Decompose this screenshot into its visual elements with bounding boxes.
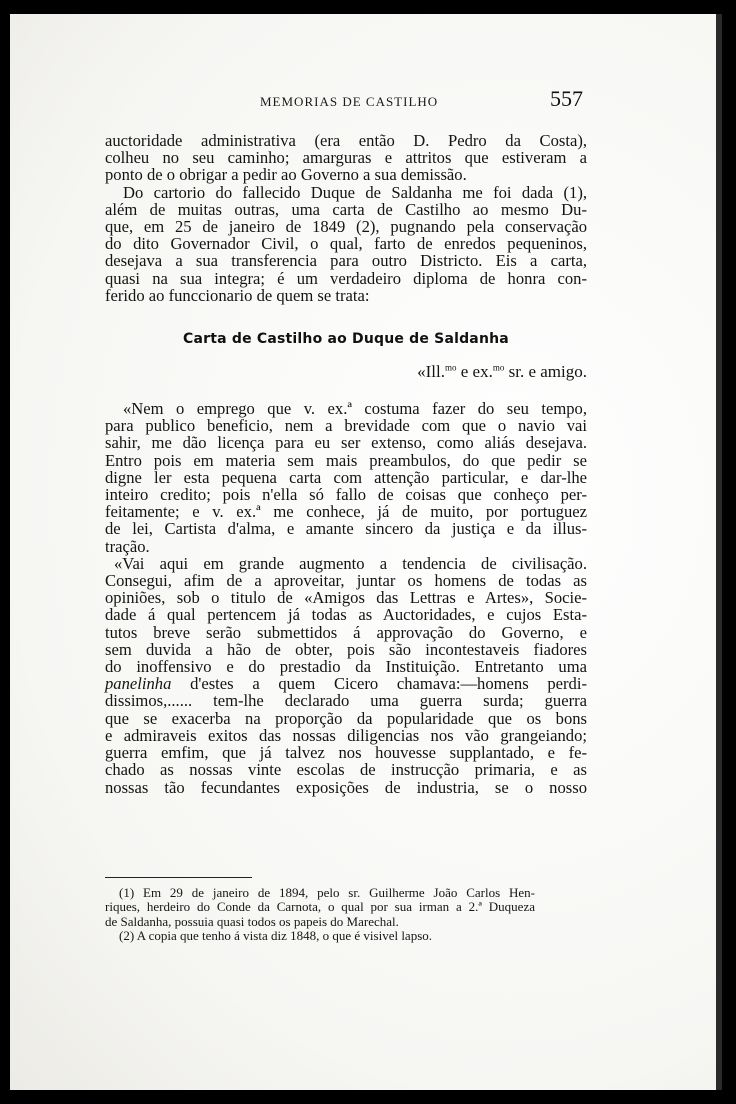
footnote-line: riques, herdeiro do Conde da Carnota, o qual por sua irman a 2.ª Duqueza bbox=[105, 899, 535, 915]
text-line: ferido ao funccionario de quem se trata: bbox=[105, 285, 370, 305]
text-line: «Nem o emprego que v. ex.ª costuma fazer do seu tempo, bbox=[123, 399, 587, 419]
text-line: Entro pois em materia sem mais preambulos, do que pedir se bbox=[105, 450, 587, 470]
text-line: e admiraveis exitos das nossas diligencias nos vão grangeiando; bbox=[105, 725, 587, 745]
text-line: panelinha d'estes a quem Cicero chamava:—homens perdi- bbox=[105, 674, 587, 694]
scan-edge bbox=[716, 14, 722, 1090]
text-line: auctoridade administrativa (era então D. Pedro da Costa), bbox=[105, 131, 587, 150]
text-line: que, em 25 de janeiro de 1849 (2), pugnando pela conservação bbox=[105, 217, 587, 237]
text-line: inteiro credito; pois n'ella só fallo de coisas que conheço per- bbox=[105, 485, 587, 505]
text-line: opiniões, sob o titulo de «Amigos das Lettras e Artes», Socie- bbox=[105, 588, 587, 608]
main-text bbox=[105, 132, 587, 796]
footnotes bbox=[105, 886, 535, 944]
page-number: 557 bbox=[550, 86, 583, 111]
text-line: Consegui, afim de a aproveitar, juntar os homens de todas as bbox=[105, 571, 587, 591]
letter-paragraph-1 bbox=[105, 400, 587, 555]
footnote-divider bbox=[105, 877, 252, 878]
text-line: ponto de o obrigar a pedir ao Governo a sua demissão. bbox=[105, 165, 467, 185]
letter-salutation: «Ill.$^{mo}$ e ex.$^{mo}$ sr. e amigo. bbox=[417, 362, 587, 382]
running-title: MEMORIAS DE CASTILHO bbox=[260, 94, 439, 109]
footnote-1 bbox=[105, 886, 535, 929]
text-line: Do cartorio do fallecido Duque de Saldanha me foi dada (1), bbox=[123, 182, 587, 202]
footnote-line: (1) Em 29 de janeiro de 1894, pelo sr. Guilherme João Carlos Hen- bbox=[119, 885, 535, 900]
text-line: para publico beneficio, nem a brevidade com que o navio vai bbox=[105, 416, 587, 436]
letter-paragraph-2 bbox=[105, 555, 587, 796]
page-header bbox=[10, 84, 722, 114]
text-line: que se exacerba na proporção da popularidade que os bons bbox=[105, 708, 587, 728]
footnote-2 bbox=[105, 929, 535, 943]
text-line: guerra emfim, que já talvez nos houvesse supplantado, e fe- bbox=[105, 743, 587, 763]
text-line: tutos breve serão submettidos á approvação do Governo, e bbox=[105, 622, 587, 642]
book-page bbox=[10, 14, 722, 1090]
section-heading: Carta de Castilho ao Duque de Saldanha bbox=[183, 331, 509, 348]
text-line: além de muitas outras, uma carta de Castilho ao mesmo Du- bbox=[105, 199, 587, 219]
text-line: do inoffensivo e do prestadio da Instituição. Entretanto uma bbox=[105, 657, 587, 677]
text-line: sahir, me dão licença para eu ser extenso, como aliás desejava. bbox=[105, 433, 587, 453]
footnote-line: (2) A copia que tenho á vista diz 1848, o que é visivel lapso. bbox=[119, 928, 433, 944]
text-line: quasi na sua integra; é um verdadeiro diploma de honra con- bbox=[105, 268, 587, 288]
text-line: sem duvida a hão de obter, pois são incontestaveis fiadores bbox=[105, 639, 587, 659]
text-line: «Vai aqui em grande augmento a tendencia de civilisação. bbox=[114, 553, 587, 573]
text-line: dade á qual pertencem já todas as Auctoridades, e cujos Esta- bbox=[105, 605, 587, 625]
text-line: do dito Governador Civil, o qual, farto de enredos pequeninos, bbox=[105, 234, 587, 254]
footnote-line: de Saldanha, possuia quasi todos os papeis do Marechal. bbox=[105, 913, 399, 929]
italic-word: panelinha bbox=[105, 674, 172, 694]
text-line: nossas tão fecundantes exposições de industria, se o nosso bbox=[105, 777, 587, 797]
text-line: desejava a sua transferencia para outro Districto. Eis a carta, bbox=[105, 251, 587, 271]
text-line: digne ler esta pequena carta com attenção particular, e dar-lhe bbox=[105, 467, 587, 487]
text-line: dissimos,...... tem-lhe declarado uma guerra surda; guerra bbox=[105, 691, 587, 711]
text-line: feitamente; e v. ex.ª me conhece, já de muito, por portuguez bbox=[105, 502, 587, 522]
text-line: de lei, Cartista d'alma, e amante sincero da justiça e da illus- bbox=[105, 519, 587, 539]
text-line: colheu no seu caminho; amarguras e attritos que estiveram a bbox=[105, 148, 587, 168]
text-line: chado as nossas vinte escolas de instrucção primaria, e as bbox=[105, 760, 587, 780]
intro-paragraph bbox=[105, 132, 587, 304]
text-line: tração. bbox=[105, 536, 150, 556]
